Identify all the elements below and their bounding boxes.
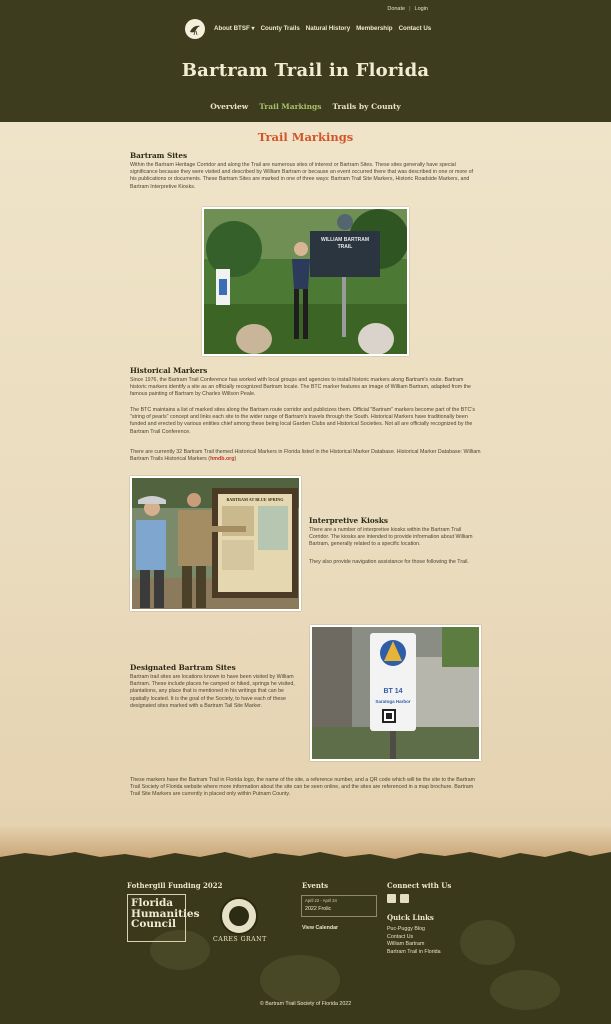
fhc-line1: Florida bbox=[131, 897, 174, 909]
kiosks-p1: There are a number of interpretive kiosks within the Bartram Trail Corridor. The kiosks are intended to provide information about William Bartram, generally related to a specific location. bbox=[309, 527, 473, 548]
tab-trails-by-county[interactable]: Trails by County bbox=[332, 102, 401, 111]
leaf-decoration bbox=[260, 955, 340, 1005]
hmdb-link[interactable]: hmdb.org bbox=[210, 456, 235, 463]
event-date: April 22 - April 24 bbox=[305, 898, 337, 903]
cares-grant-label: CARES GRANT bbox=[213, 936, 267, 943]
separator: | bbox=[409, 6, 411, 12]
site-title: Bartram Trail in Florida bbox=[181, 60, 430, 81]
leaf-decoration bbox=[460, 920, 515, 965]
utility-links bbox=[387, 6, 428, 12]
quicklink-contact[interactable]: Contact Us bbox=[387, 933, 414, 940]
copyright: © Bartram Trail Society of Florida 2022 bbox=[259, 1001, 352, 1007]
quicklink-blog[interactable]: Puc-Puggy Blog bbox=[387, 926, 425, 932]
quicklinks-heading: Quick Links bbox=[387, 913, 434, 922]
tab-trail-markings[interactable]: Trail Markings bbox=[259, 102, 322, 111]
donate-link[interactable]: Donate bbox=[387, 6, 406, 12]
site-marker-name: Saratoga Harbor bbox=[375, 699, 411, 704]
photo-site-marker bbox=[310, 625, 481, 761]
closing-text: These markers have the Bartram Trail in Florida logo, the name of the site, a reference number, and a QR code which will tie the site to the Bartram Trail Society of Florida website where more information about the site can be seen online, and the sites are referenced in a map brochure. Bartram Trail Site Markers are currently in placed only within Putnam County. bbox=[130, 777, 476, 798]
site-header bbox=[0, 0, 611, 122]
florida-humanities-logo[interactable] bbox=[127, 894, 200, 942]
designated-text: Bartram trail sites are locations known to have been visited by William Bartram. These include places he camped or hiked, springs he visited, plantations, any place that is mentioned in his writings that can be spatially located. It is the goal of the Society, to have each of these designated sites marked with a Bartram Tail Site Marker. bbox=[130, 674, 295, 709]
event-name: 2022 Frolic bbox=[305, 906, 332, 912]
site-marker-code: BT 14 bbox=[383, 688, 403, 695]
fhc-line3: Council bbox=[131, 918, 176, 930]
bartram-sites-text: Within the Bartram Heritage Corridor and along the Trail are numerous sites of interest or Bartram Sites. These sites generally have special significance because they were visited and described by William Bartram or because an event occurred there that was described in one or more of his publications or documents. These Bartram Sites are marked in one of three ways: Bartram Trail Site Markers, Historic Roadside Markers, and Bartram Interpretive Kiosks. bbox=[130, 162, 474, 190]
marker-sign-line1: WILLIAM BARTRAM bbox=[320, 237, 370, 243]
historical-markers-heading: Historical Markers bbox=[130, 366, 208, 375]
historical-markers-p2: The BTC maintains a list of marked sites along the Bartram route corridor and publicizes them. Official "Bartram" markers become part of the BTC's "string of pearls" concept and links each site to the wider range of Bartram's travels through the South. Historical Markers have traditionally been funded and erected by various entities chief among these being local Garden Clubs and Historical Societies. Not all are officially recognized by the Bartram Trail Conference. bbox=[130, 407, 475, 435]
photo-kiosk bbox=[130, 476, 301, 611]
heron-logo-icon[interactable] bbox=[185, 19, 205, 39]
view-calendar-link[interactable]: View Calendar bbox=[302, 925, 339, 931]
events-heading: Events bbox=[302, 881, 329, 890]
hmdb-text-end: ) bbox=[234, 456, 237, 463]
hmdb-text: There are currently 32 Bartram Trail themed Historical Markers in Florida listed in the Historical Marker Database. Historical Marker Database: William Bartram Trails Historical Markers ( bbox=[130, 449, 481, 463]
funding-heading: Fothergill Funding 2022 bbox=[127, 881, 223, 890]
sub-nav bbox=[0, 102, 611, 111]
quicklink-trail-florida[interactable]: Bartram Trail in Florida bbox=[387, 948, 441, 955]
marker-sign-line2: TRAIL bbox=[337, 244, 353, 250]
historical-markers-p1: Since 1976, the Bartram Trail Conference has worked with local groups and agencies to install historic markers along Bartram's route. Bartram historic markers identify a site as an officially recognized Bartram locale. The BTC marker features an image of William Bartram, adapted from the famous painting of Bartram by Charles Willson Peale. bbox=[130, 377, 472, 398]
page-title: Trail Markings bbox=[257, 130, 354, 144]
event-card[interactable] bbox=[301, 895, 377, 917]
nav-about[interactable]: About BTSF ▾ bbox=[214, 25, 255, 32]
youtube-icon[interactable] bbox=[400, 894, 409, 903]
quicklinks-list bbox=[387, 926, 441, 956]
nav-membership[interactable]: Membership bbox=[356, 25, 393, 32]
facebook-icon[interactable] bbox=[387, 894, 396, 903]
photo-marker-dedication bbox=[202, 207, 409, 356]
designated-heading: Designated Bartram Sites bbox=[130, 663, 236, 672]
kiosks-heading: Interpretive Kiosks bbox=[309, 516, 388, 525]
bartram-sites-heading: Bartram Sites bbox=[130, 151, 188, 160]
main-nav bbox=[214, 25, 431, 32]
tab-overview[interactable]: Overview bbox=[210, 102, 249, 111]
historical-markers-p3 bbox=[130, 449, 481, 463]
kiosks-p2: They also provide navigation assistance for those following the Trail. bbox=[309, 559, 469, 565]
nav-county-trails[interactable]: County Trails bbox=[260, 25, 300, 32]
connect-heading: Connect with Us bbox=[387, 881, 452, 890]
nav-contact[interactable]: Contact Us bbox=[398, 25, 432, 32]
county-seal-icon[interactable] bbox=[220, 897, 258, 935]
kiosk-sign-title: BARTRAM AT BLUE SPRING bbox=[226, 497, 284, 502]
fhc-line2: Humanities bbox=[131, 907, 200, 920]
login-link[interactable]: Login bbox=[414, 6, 428, 12]
quicklink-william-bartram[interactable]: William Bartram bbox=[387, 941, 425, 947]
nav-natural-history[interactable]: Natural History bbox=[305, 25, 351, 32]
